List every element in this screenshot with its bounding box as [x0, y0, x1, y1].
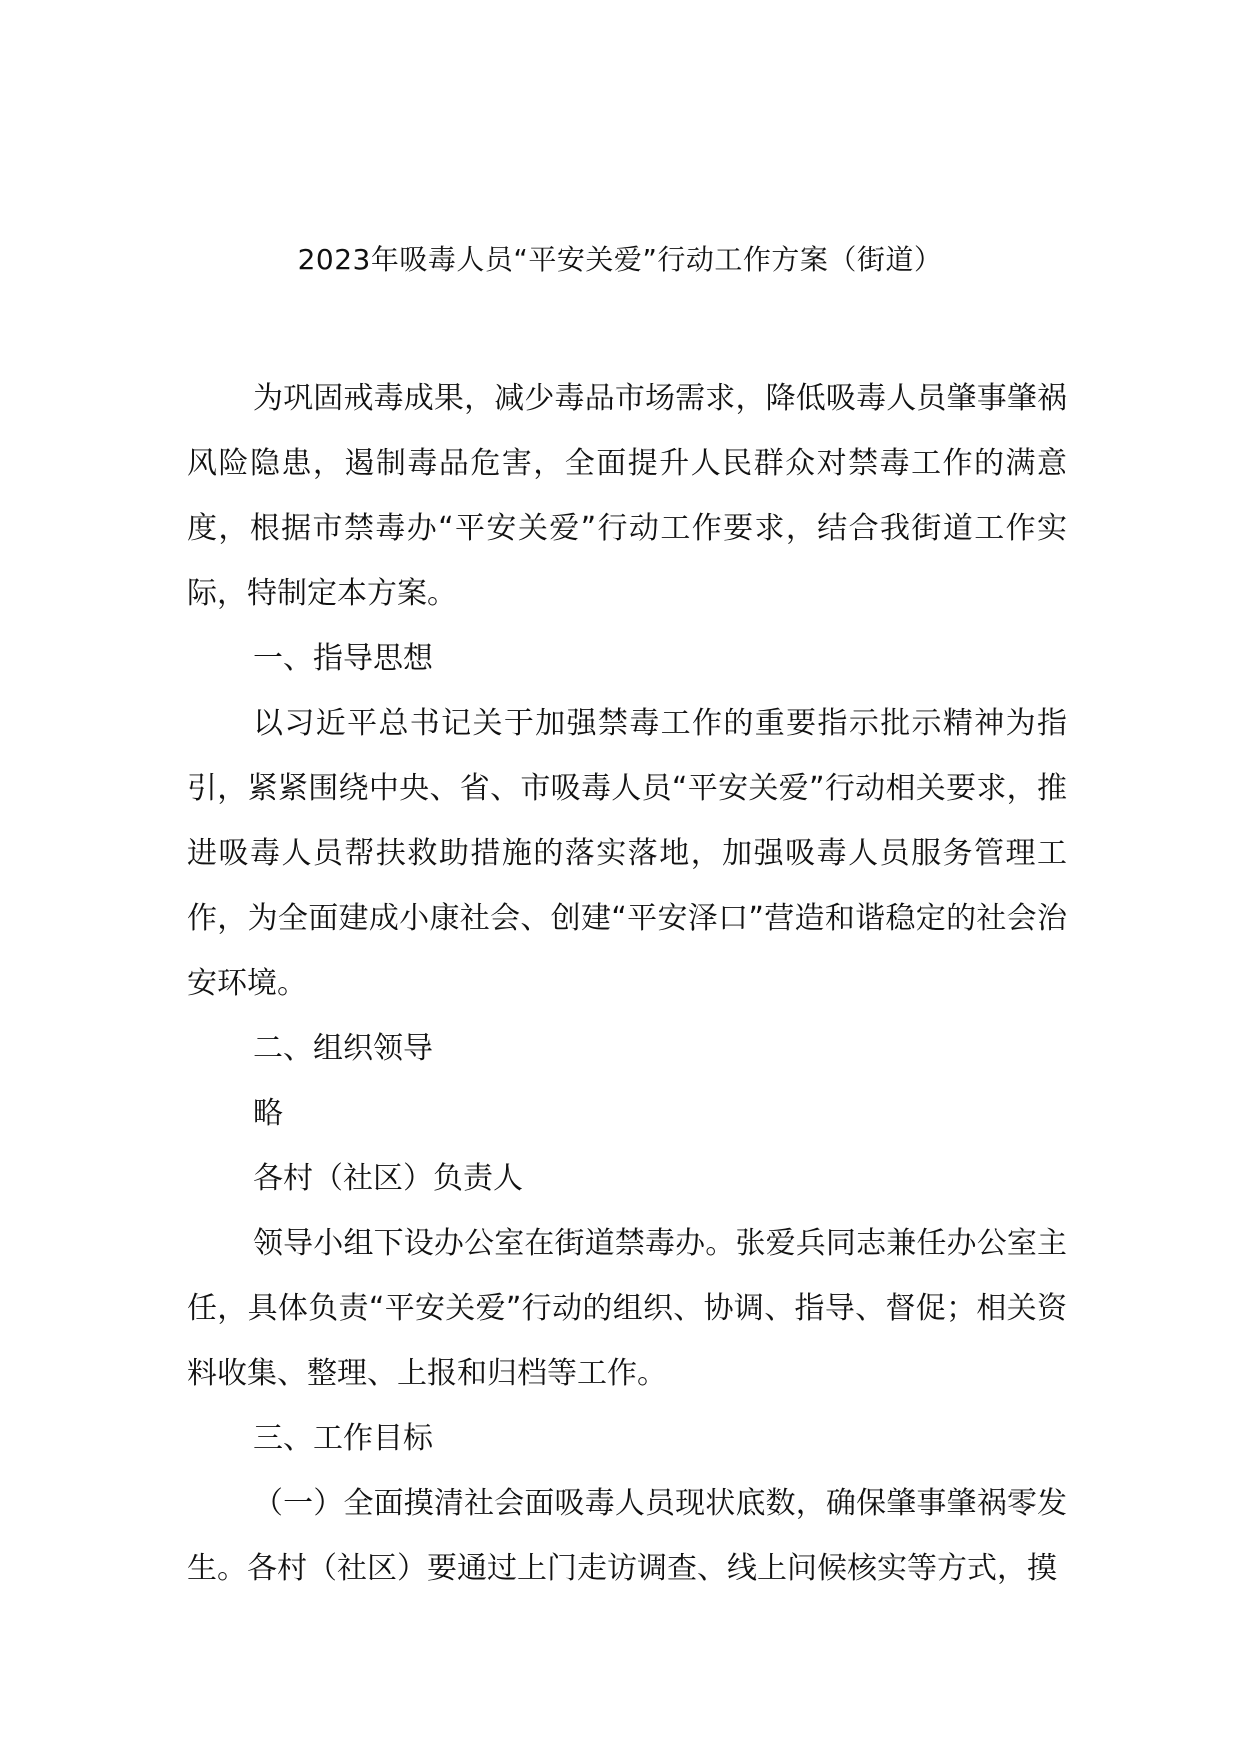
organization-omitted-note: 略	[253, 1096, 283, 1131]
intro-paragraph: 为巩固戒毒成果，减少毒品市场需求，降低吸毒人员肇事肇祸风险隐患，遏制毒品危害，全面提升人民群众对禁毒工作的满意度，根据市禁毒办“平安关爱”行动工作要求，结合我街道工作实际，特制定本方案。	[187, 381, 1067, 611]
document-body	[187, 366, 1067, 1601]
work-goal-1-paragraph: （一）全面摸清社会面吸毒人员现状底数，确保肇事肇祸零发生。各村（社区）要通过上门走访调查、线上问候核实等方式，摸	[187, 1486, 1067, 1586]
organization-members-line: 各村（社区）负责人	[253, 1161, 523, 1196]
document-title: 2023年吸毒人员“平安关爱”行动工作方案（街道）	[297, 243, 943, 276]
section-heading-work-goals: 三、工作目标	[253, 1421, 433, 1456]
organization-office-paragraph: 领导小组下设办公室在街道禁毒办。张爱兵同志兼任办公室主任，具体负责“平安关爱”行动的组织、协调、指导、督促；相关资料收集、整理、上报和归档等工作。	[187, 1226, 1067, 1391]
section-heading-organization: 二、组织领导	[253, 1031, 433, 1066]
guiding-ideology-paragraph: 以习近平总书记关于加强禁毒工作的重要指示批示精神为指引，紧紧围绕中央、省、市吸毒人员“平安关爱”行动相关要求，推进吸毒人员帮扶救助措施的落实落地，加强吸毒人员服务管理工作，为全面建成小康社会、创建“平安泽口”营造和谐稳定的社会治安环境。	[187, 706, 1067, 1001]
section-heading-guiding-ideology: 一、指导思想	[253, 641, 433, 676]
